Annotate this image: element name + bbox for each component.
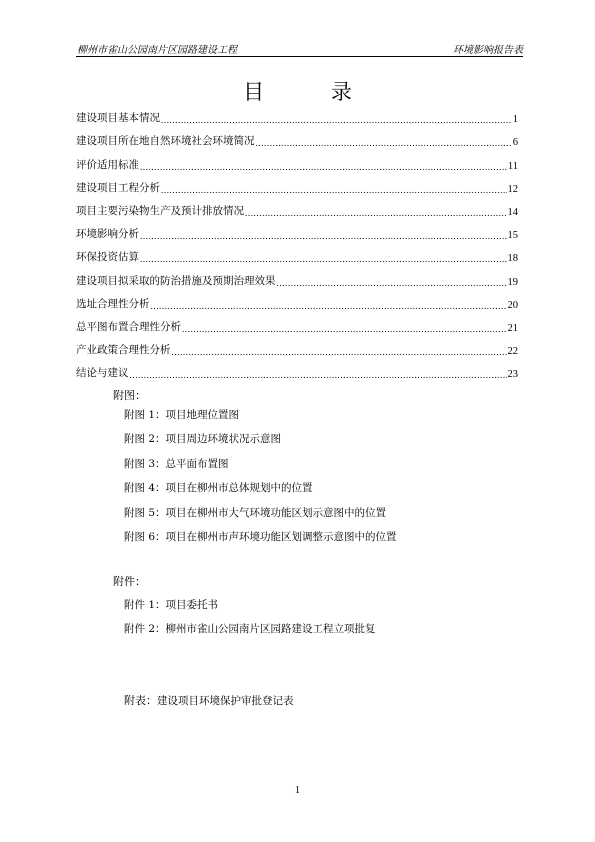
toc-leader-dots: [140, 232, 507, 241]
toc-entry-title: 选址合理性分析: [76, 297, 150, 310]
toc-entry-page: 14: [507, 206, 518, 218]
figure-list-item: 附图 1：项目地理位置图: [124, 409, 240, 421]
toc-entry-title: 项目主要污染物生产及预计排放情况: [76, 204, 244, 217]
toc-entry-page: 21: [507, 322, 518, 334]
toc-leader-dots: [245, 209, 507, 218]
toc-leader-dots: [161, 116, 512, 125]
toc-leader-dots: [277, 279, 507, 288]
figures-heading: 附图：: [113, 389, 146, 402]
toc-entry-title: 总平图布置合理性分析: [76, 320, 181, 333]
toc-entry-page: 6: [512, 137, 518, 149]
running-header-doc-type: 环境影响报告表: [453, 45, 523, 56]
toc-entry-page: 15: [507, 230, 518, 242]
toc-leader-dots: [161, 186, 507, 195]
header-divider: [76, 56, 523, 57]
toc-entry-page: 19: [507, 276, 518, 288]
toc-entry[interactable]: [76, 195, 518, 218]
attachments-list: [124, 593, 376, 642]
toc-entry[interactable]: [76, 172, 518, 195]
toc-entry-page: 1: [512, 114, 518, 126]
attachment-list-item: 附件 1：项目委托书: [124, 599, 219, 611]
toc-entry[interactable]: [76, 218, 518, 241]
toc-entry-title: 建设项目拟采取的防治措施及预期治理效果: [76, 274, 276, 287]
toc-entry[interactable]: [76, 334, 518, 357]
toc-entry-page: 22: [507, 346, 518, 358]
toc-entry[interactable]: [76, 288, 518, 311]
running-header-project: 柳州市雀山公园南片区园路建设工程: [77, 45, 237, 56]
toc-leader-dots: [182, 325, 507, 334]
attachment-list-item: 附件 2：柳州市雀山公园南片区园路建设工程立项批复: [124, 623, 376, 636]
figure-list-item: 附图 4：项目在柳州市总体规划中的位置: [124, 482, 313, 495]
toc-entry-title: 环保投资估算: [76, 251, 139, 264]
toc-leader-dots: [172, 348, 507, 357]
toc-entry[interactable]: [76, 264, 518, 287]
figure-list-item: 附图 6：项目在柳州市声环境功能区划调整示意图中的位置: [124, 530, 397, 543]
toc-entry-title: 评价适用标准: [76, 158, 139, 171]
table-attachment-text: 建设项目环境保护审批登记表: [157, 695, 294, 707]
toc-entry-page: 23: [507, 369, 518, 381]
toc-entry-title: 建设项目基本情况: [76, 112, 160, 125]
attachments-heading: 附件：: [113, 575, 146, 588]
toc-entry[interactable]: [76, 357, 518, 380]
toc-entry[interactable]: [76, 311, 518, 334]
table-attachment-heading: 附表：: [124, 694, 157, 707]
figure-list-item: 附图 2：项目周边环境状况示意图: [124, 433, 282, 446]
toc-entry[interactable]: [76, 241, 518, 264]
toc-entry-title: 结论与建议: [76, 367, 129, 380]
figure-list-item: 附图 3：总平面布置图: [124, 457, 229, 470]
toc-leader-dots: [140, 255, 507, 264]
figures-list: [124, 403, 397, 549]
toc-entry-title: 产业政策合理性分析: [76, 344, 171, 357]
toc-entry-title: 环境影响分析: [76, 228, 139, 241]
toc-leader-dots: [130, 371, 507, 380]
attachments-section: [113, 573, 146, 589]
toc-leader-dots: [151, 302, 507, 311]
page-title: 目 录: [243, 80, 382, 104]
toc-entry[interactable]: [76, 102, 518, 125]
toc-entry-page: 20: [507, 299, 518, 311]
toc-entry-title: 建设项目所在地自然环境社会环境简况: [76, 135, 255, 148]
figures-section: [113, 387, 146, 403]
toc-entry-page: 11: [507, 160, 518, 172]
toc-entry-page: 12: [507, 183, 518, 195]
page-number: 1: [295, 785, 300, 796]
toc-leader-dots: [256, 139, 512, 148]
toc-leader-dots: [140, 163, 507, 172]
toc-entry[interactable]: [76, 125, 518, 148]
toc-entry-page: 18: [507, 253, 518, 265]
table-attachment-section: [124, 692, 294, 708]
table-of-contents: [76, 102, 518, 380]
toc-entry-title: 建设项目工程分析: [76, 181, 160, 194]
figure-list-item: 附图 5：项目在柳州市大气环境功能区划示意图中的位置: [124, 506, 387, 519]
toc-entry[interactable]: [76, 148, 518, 171]
